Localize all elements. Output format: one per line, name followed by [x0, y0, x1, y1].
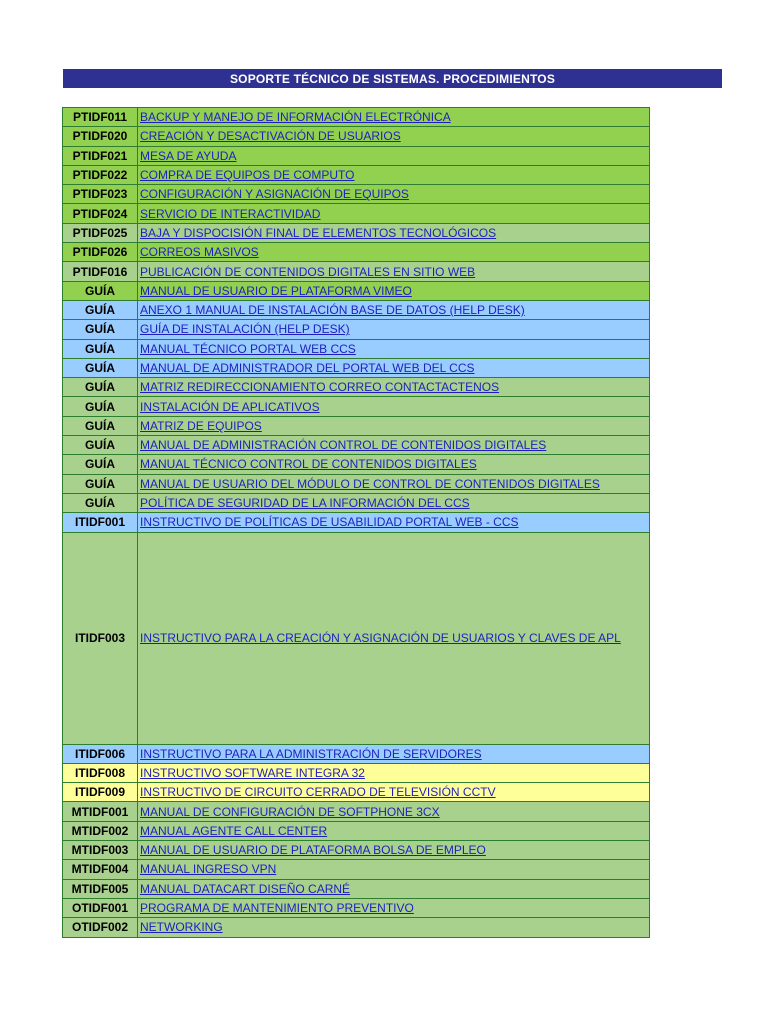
document-cell — [138, 416, 650, 435]
document-link[interactable]: INSTRUCTIVO PARA LA CREACIÓN Y ASIGNACIÓN DE USUARIOS Y CLAVES DE APL — [140, 631, 621, 646]
table-row — [63, 185, 650, 204]
table-row — [63, 243, 650, 262]
table-row — [63, 397, 650, 416]
document-cell — [138, 378, 650, 397]
document-code: ITIDF006 — [63, 744, 138, 763]
document-link[interactable]: BACKUP Y MANEJO DE INFORMACIÓN ELECTRÓNICA — [140, 110, 451, 125]
document-link[interactable]: INSTRUCTIVO DE CIRCUITO CERRADO DE TELEVISIÓN CCTV — [140, 785, 496, 800]
document-code: ITIDF003 — [63, 532, 138, 744]
document-cell — [138, 918, 650, 937]
document-code: PTIDF011 — [63, 108, 138, 127]
table-row — [63, 918, 650, 937]
document-cell — [138, 300, 650, 319]
document-link[interactable]: MANUAL DE ADMINISTRADOR DEL PORTAL WEB DEL CCS — [140, 361, 475, 375]
document-cell — [138, 783, 650, 802]
document-cell — [138, 358, 650, 377]
document-code: PTIDF020 — [63, 127, 138, 146]
table-row — [63, 436, 650, 455]
document-link[interactable]: PUBLICACIÓN DE CONTENIDOS DIGITALES EN SITIO WEB — [140, 264, 476, 279]
table-row — [63, 802, 650, 821]
table-row — [63, 262, 650, 281]
document-link[interactable]: GUÍA DE INSTALACIÓN (HELP DESK) — [140, 322, 350, 337]
document-cell — [138, 127, 650, 146]
document-code: PTIDF016 — [63, 262, 138, 281]
document-cell — [138, 146, 650, 165]
table-row — [63, 281, 650, 300]
document-code: MTIDF002 — [63, 821, 138, 840]
document-cell — [138, 802, 650, 821]
document-link[interactable]: MANUAL TÉCNICO CONTROL DE CONTENIDOS DIGITALES — [140, 457, 477, 472]
table-row — [63, 493, 650, 512]
document-cell — [138, 532, 650, 744]
document-cell — [138, 763, 650, 782]
document-cell — [138, 821, 650, 840]
table-row — [63, 300, 650, 319]
document-code: GUÍA — [63, 455, 138, 474]
page-title: SOPORTE TÉCNICO DE SISTEMAS. PROCEDIMIENTOS — [63, 69, 722, 88]
document-link[interactable]: MANUAL DE CONFIGURACIÓN DE SOFTPHONE 3CX — [140, 804, 440, 819]
document-link[interactable]: COMPRA DE EQUIPOS DE COMPUTO — [140, 168, 355, 183]
document-code: GUÍA — [63, 416, 138, 435]
document-code: PTIDF022 — [63, 165, 138, 184]
document-link[interactable]: MANUAL INGRESO VPN — [140, 862, 277, 877]
document-link[interactable]: POLÍTICA DE SEGURIDAD DE LA INFORMACIÓN DEL CCS — [140, 496, 470, 511]
document-code: ITIDF001 — [63, 513, 138, 532]
document-link[interactable]: INSTRUCTIVO PARA LA ADMINISTRACIÓN DE SERVIDORES — [140, 746, 482, 761]
document-cell — [138, 455, 650, 474]
table-row — [63, 841, 650, 860]
document-code: GUÍA — [63, 281, 138, 300]
table-row — [63, 821, 650, 840]
document-link[interactable]: NETWORKING — [140, 920, 223, 935]
document-link[interactable]: ANEXO 1 MANUAL DE INSTALACIÓN BASE DE DATOS (HELP DESK) — [140, 303, 525, 318]
document-link[interactable]: MANUAL AGENTE CALL CENTER — [140, 823, 328, 838]
document-cell — [138, 108, 650, 127]
document-cell — [138, 243, 650, 262]
document-cell — [138, 841, 650, 860]
document-cell — [138, 513, 650, 532]
document-link[interactable]: MANUAL DE USUARIO DE PLATAFORMA BOLSA DE EMPLEO — [140, 843, 486, 858]
document-cell — [138, 436, 650, 455]
document-code: GUÍA — [63, 493, 138, 512]
table-row — [63, 513, 650, 532]
table-row — [63, 339, 650, 358]
table-row — [63, 763, 650, 782]
document-link[interactable]: MATRIZ REDIRECCIONAMIENTO CORREO CONTACTACTENOS — [140, 380, 500, 395]
document-cell — [138, 165, 650, 184]
document-code: ITIDF009 — [63, 783, 138, 802]
document-cell — [138, 339, 650, 358]
document-code: OTIDF001 — [63, 898, 138, 917]
table-row — [63, 108, 650, 127]
document-link[interactable]: PROGRAMA DE MANTENIMIENTO PREVENTIVO — [140, 901, 414, 916]
table-row — [63, 898, 650, 917]
document-code: GUÍA — [63, 300, 138, 319]
document-code: PTIDF023 — [63, 185, 138, 204]
table-row — [63, 204, 650, 223]
table-row — [63, 378, 650, 397]
document-code: MTIDF004 — [63, 860, 138, 879]
document-cell — [138, 320, 650, 339]
table-row — [63, 223, 650, 242]
document-cell — [138, 493, 650, 512]
document-link[interactable]: INSTRUCTIVO SOFTWARE INTEGRA 32 — [140, 765, 365, 780]
table-row — [63, 358, 650, 377]
table-row — [63, 744, 650, 763]
document-link[interactable]: MANUAL DE USUARIO DE PLATAFORMA VIMEO — [140, 283, 412, 298]
document-cell — [138, 879, 650, 898]
document-link[interactable]: BAJA Y DISPOCISIÓN FINAL DE ELEMENTOS TECNOLÓGICOS — [140, 225, 497, 240]
table-row — [63, 320, 650, 339]
table-row — [63, 416, 650, 435]
document-code: GUÍA — [63, 436, 138, 455]
table-row — [63, 879, 650, 898]
table-row — [63, 783, 650, 802]
document-cell — [138, 898, 650, 917]
document-link[interactable]: MANUAL DE ADMINISTRACIÓN CONTROL DE CONTENIDOS DIGITALES — [140, 438, 547, 453]
document-code: PTIDF025 — [63, 223, 138, 242]
document-code: PTIDF026 — [63, 243, 138, 262]
document-link[interactable]: MANUAL DE USUARIO DEL MÓDULO DE CONTROL DE CONTENIDOS DIGITALES — [140, 476, 600, 491]
document-link[interactable]: CORREOS MASIVOS — [140, 245, 259, 260]
document-code: MTIDF001 — [63, 802, 138, 821]
document-code: GUÍA — [63, 397, 138, 416]
document-link[interactable]: CREACIÓN Y DESACTIVACIÓN DE USUARIOS — [140, 129, 401, 144]
document-cell — [138, 744, 650, 763]
procedures-table — [62, 107, 650, 938]
document-link[interactable]: SERVICIO DE INTERACTIVIDAD — [140, 206, 321, 221]
procedures-table-body — [63, 108, 650, 938]
table-row — [63, 860, 650, 879]
document-link[interactable]: MATRIZ DE EQUIPOS — [140, 418, 262, 433]
table-row — [63, 532, 650, 744]
document-code: GUÍA — [63, 339, 138, 358]
document-link[interactable]: MESA DE AYUDA — [140, 148, 237, 163]
document-cell — [138, 223, 650, 242]
document-cell — [138, 204, 650, 223]
document-cell — [138, 281, 650, 300]
document-link[interactable]: CONFIGURACIÓN Y ASIGNACIÓN DE EQUIPOS — [140, 187, 409, 202]
table-row — [63, 165, 650, 184]
document-code: ITIDF008 — [63, 763, 138, 782]
document-code: MTIDF003 — [63, 841, 138, 860]
document-link[interactable]: INSTRUCTIVO DE POLÍTICAS DE USABILIDAD PORTAL WEB - CCS — [140, 515, 519, 530]
document-code: GUÍA — [63, 378, 138, 397]
document-cell — [138, 397, 650, 416]
document-link[interactable]: MANUAL TÉCNICO PORTAL WEB CCS — [140, 341, 356, 356]
table-row — [63, 146, 650, 165]
document-code: OTIDF002 — [63, 918, 138, 937]
document-cell — [138, 474, 650, 493]
document-link[interactable]: MANUAL DATACART DISEÑO CARNÉ — [140, 881, 351, 896]
document-code: MTIDF005 — [63, 879, 138, 898]
document-code: PTIDF024 — [63, 204, 138, 223]
table-row — [63, 455, 650, 474]
document-code: GUÍA — [63, 358, 138, 377]
document-code: GUÍA — [63, 474, 138, 493]
document-code: GUÍA — [63, 320, 138, 339]
table-row — [63, 474, 650, 493]
document-link[interactable]: INSTALACIÓN DE APLICATIVOS — [140, 399, 320, 414]
document-cell — [138, 262, 650, 281]
document-code: PTIDF021 — [63, 146, 138, 165]
document-cell — [138, 860, 650, 879]
document-cell — [138, 185, 650, 204]
table-row — [63, 127, 650, 146]
